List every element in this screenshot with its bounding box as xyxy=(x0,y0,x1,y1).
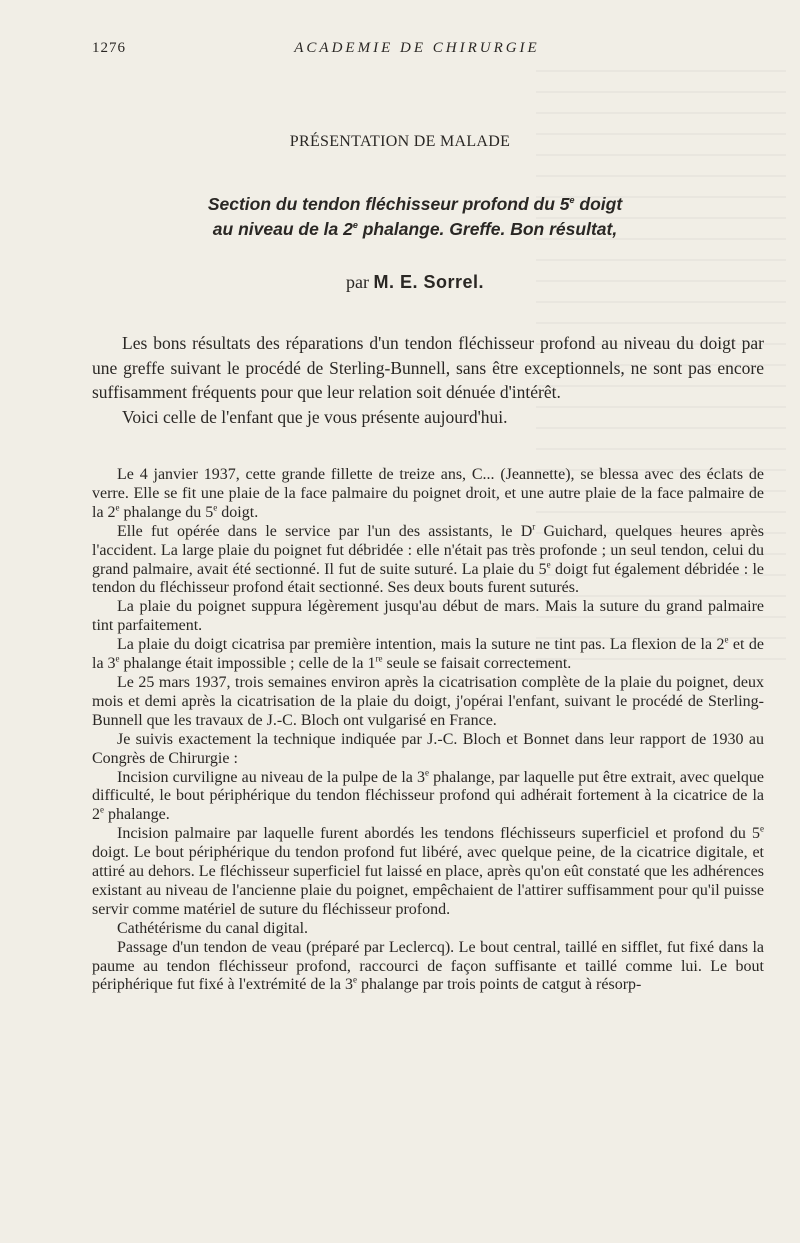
author-line xyxy=(0,272,800,293)
article-title xyxy=(0,192,800,242)
body-paragraph: Cathétérisme du canal digital. xyxy=(117,919,309,937)
body-paragraph: La plaie du doigt cicatrisa par première intention, mais la suture ne tint pas. La flexion de la 2e et de la 3e phalange était impossible ; celle de la 1re seule se faisait correctement. xyxy=(92,634,765,673)
body-paragraph: Incision palmaire par laquelle furent abordés les tendons fléchisseurs superficiel et profond du 5e doigt. Le bout périphérique du tendon profond fut libéré, avec quelque peine, de la cicatrice digitale, et attiré au dehors. Le fléchisseur superficiel fut laissé en place, après qu'on eût constaté que les adhérences existant au niveau de l'ancienne plaie du poignet, empêchaient de l'attirer suffisamment pour qu'il puisse servir comme matériel de suture du fléchisseur profond. xyxy=(92,823,764,918)
body-paragraph: Incision curviligne au niveau de la pulpe de la 3e phalange, par laquelle put être extrait, avec quelque difficulté, le bout périphérique du tendon fléchisseur profond qui adhérait fortement à la cicatrice de la 2e phalange. xyxy=(92,767,764,824)
case-report-body xyxy=(92,466,764,995)
body-paragraph: Elle fut opérée dans le service par l'un des assistants, le $D^r$ Guichard, quelques heures après l'accident. La large plaie du poignet fut débridée : elle n'était pas très profonde ; un seul tendon, celui du grand palmaire, avait été sectionné. Il fut de suite suturé. La plaie du 5e doigt fut également débridée : le tendon du fléchisseur profond était sectionné. Ses deux bouts furent suturés. xyxy=(92,521,765,597)
section-heading: PRÉSENTATION DE MALADE xyxy=(289,133,511,150)
body-paragraph: Le 25 mars 1937, trois semaines environ après la cicatrisation complète de la plaie du poignet, deux mois et demi après la cicatrisation de la plaie du doigt, j'opérai l'enfant, suivant le procédé de Sterling-Bunnell que les travaux de J.-C. Bloch ont vulgarisé en France. xyxy=(92,673,764,729)
journal-title: ACADEMIE DE CHIRURGIE xyxy=(294,40,540,56)
body-paragraph: Passage d'un tendon de veau (préparé par Leclercq). Le bout central, taillé en sifflet, fut fixé dans la paume au tendon fléchisseur profond, raccourci de façon suffisante et taillé comme lui. Le bout périphérique fut fixé à l'extrémité de la 3e phalange par trois points de catgut à résorp- xyxy=(92,938,764,994)
author-name: M. E. Sorrel. xyxy=(373,272,484,292)
body-paragraph: La plaie du poignet suppura légèrement jusqu'au début de mars. Mais la suture du grand palmaire tint parfaitement. xyxy=(92,598,764,635)
page-number: 1276 xyxy=(92,40,126,56)
introduction xyxy=(92,331,764,429)
body-paragraph: Je suivis exactement la technique indiquée par J.-C. Bloch et Bonnet dans leur rapport de 1930 au Congrès de Chirurgie : xyxy=(92,730,764,767)
intro-paragraph: Voici celle de l'enfant que je vous présente aujourd'hui. xyxy=(122,406,508,427)
author-prefix: par xyxy=(345,272,374,292)
body-paragraph: Le 4 janvier 1937, cette grande fillette de treize ans, C... (Jeannette), se blessa avec des éclats de verre. Elle se fit une plaie de la face palmaire du poignet droit, et une autre plaie de la face palmaire de la 2e phalange du 5e doigt. xyxy=(92,466,764,521)
article-title-line-2: au niveau de la 2e phalange. Greffe. Bon résultat, xyxy=(212,219,618,239)
running-head xyxy=(92,40,742,60)
intro-paragraph: Les bons résultats des réparations d'un tendon fléchisseur profond au niveau du doigt par une greffe suivant le procédé de Sterling-Bunnell, sans être exceptionnels, ne sont pas encore suffisamment fréquents pour que leur relation soit dénuée d'intérêt. xyxy=(92,333,764,402)
article-title-line-1: Section du tendon fléchisseur profond du 5e doigt xyxy=(207,194,623,214)
